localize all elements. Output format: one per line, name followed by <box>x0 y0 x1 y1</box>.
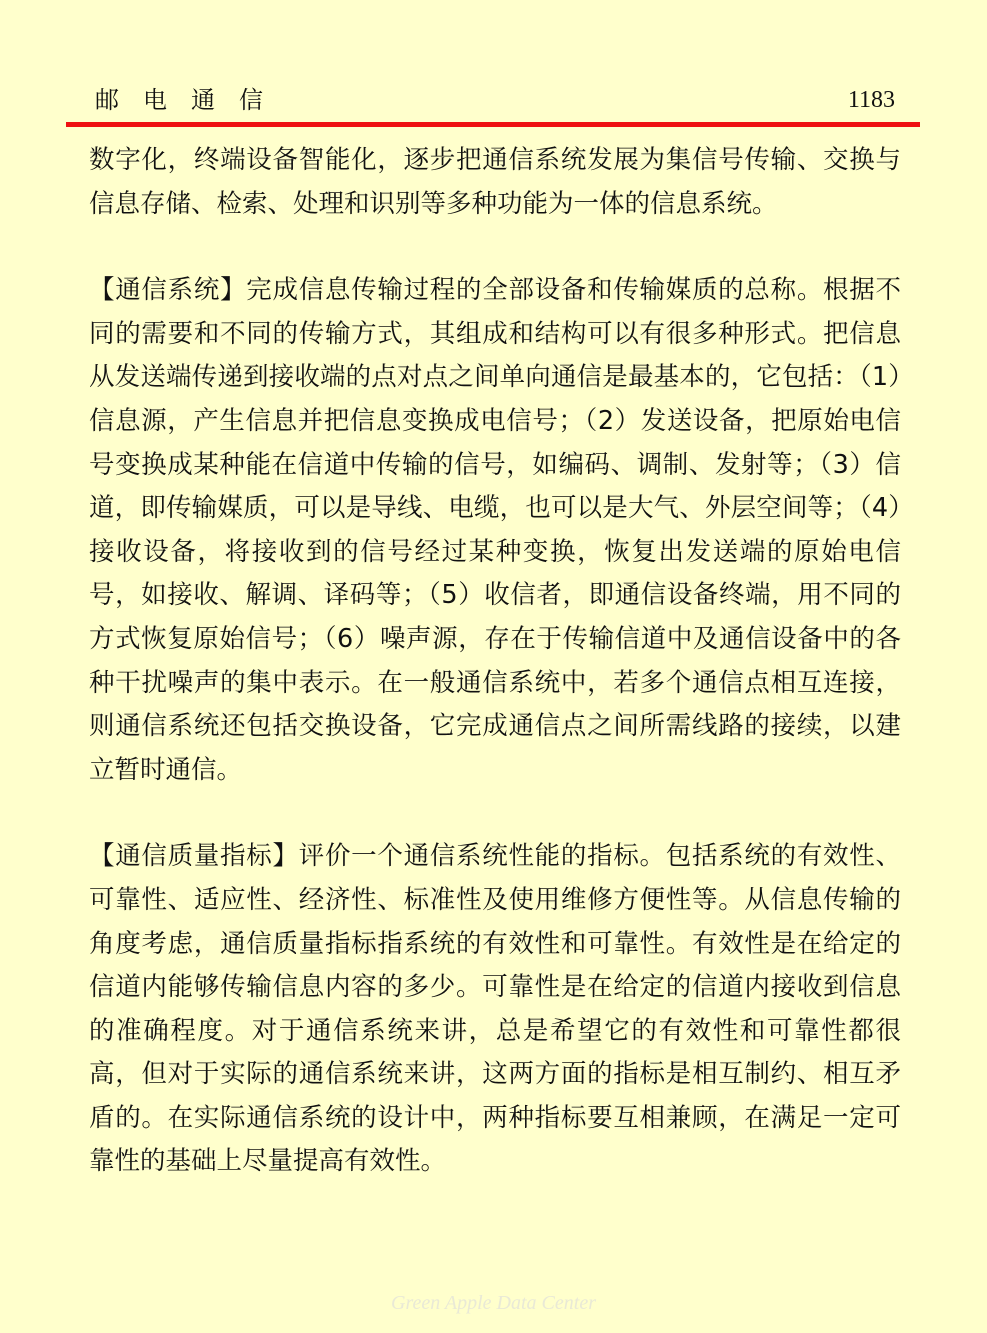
page-number: 1183 <box>847 87 895 113</box>
continuation-paragraph: 数字化，终端设备智能化，逐步把通信系统发展为集信号传输、交换与信息存储、检索、处理和识别等多种功能为一体的信息系统。 <box>89 145 901 219</box>
section-title: 邮电通信 <box>95 86 287 114</box>
watermark: Green Apple Data Center <box>391 1292 596 1314</box>
entry-definition: 评价一个通信系统性能的指标。包括系统的有效性、可靠性、适应性、经济性、标准性及使用维修方便性等。从信息传输的角度考虑，通信质量指标指系统的有效性和可靠性。有效性是在给定的信道内能够传输信息内容的多少。可靠性是在给定的信道内接收到信息的准确程度。对于通信系统来讲，总是希望它的有效性和可靠性都很高，但对于实际的通信系统来讲，这两方面的指标是相互制约、相互矛盾的。在实际通信系统的设计中，两种指标要互相兼顾，在满足一定可靠性的基础上尽量提高有效性。 <box>89 841 901 1177</box>
entry-term: 【通信质量指标】 <box>89 841 299 872</box>
entry-communication-quality-index <box>89 835 901 1184</box>
entry-paragraph <box>89 835 901 1184</box>
entry-term: 【通信系统】 <box>89 275 247 306</box>
page-body <box>89 139 901 1184</box>
entry-communication-system <box>89 269 901 792</box>
entry-definition: 完成信息传输过程的全部设备和传输媒质的总称。根据不同的需要和不同的传输方式，其组成和结构可以有很多种形式。把信息从发送端传递到接收端的点对点之间单向通信是最基本的，它包括：（1）信息源，产生信息并把信息变换成电信号；（2）发送设备，把原始电信号变换成某种能在信道中传输的信号，如编码、调制、发射等；（3）信道，即传输媒质，可以是导线、电缆，也可以是大气、外层空间等；（4）接收设备，将接收到的信号经过某种变换，恢复出发送端的原始电信号，如接收、解调、译码等；（5）收信者，即通信设备终端，用不同的方式恢复原始信号；（6）噪声源，存在于传输信道中及通信设备中的各种干扰噪声的集中表示。在一般通信系统中，若多个通信点相互连接，则通信系统还包括交换设备，它完成通信点之间所需线路的接续，以建立暂时通信。 <box>89 275 901 785</box>
entry-paragraph <box>89 269 901 792</box>
header-rule <box>66 122 920 127</box>
page-header <box>95 84 895 116</box>
